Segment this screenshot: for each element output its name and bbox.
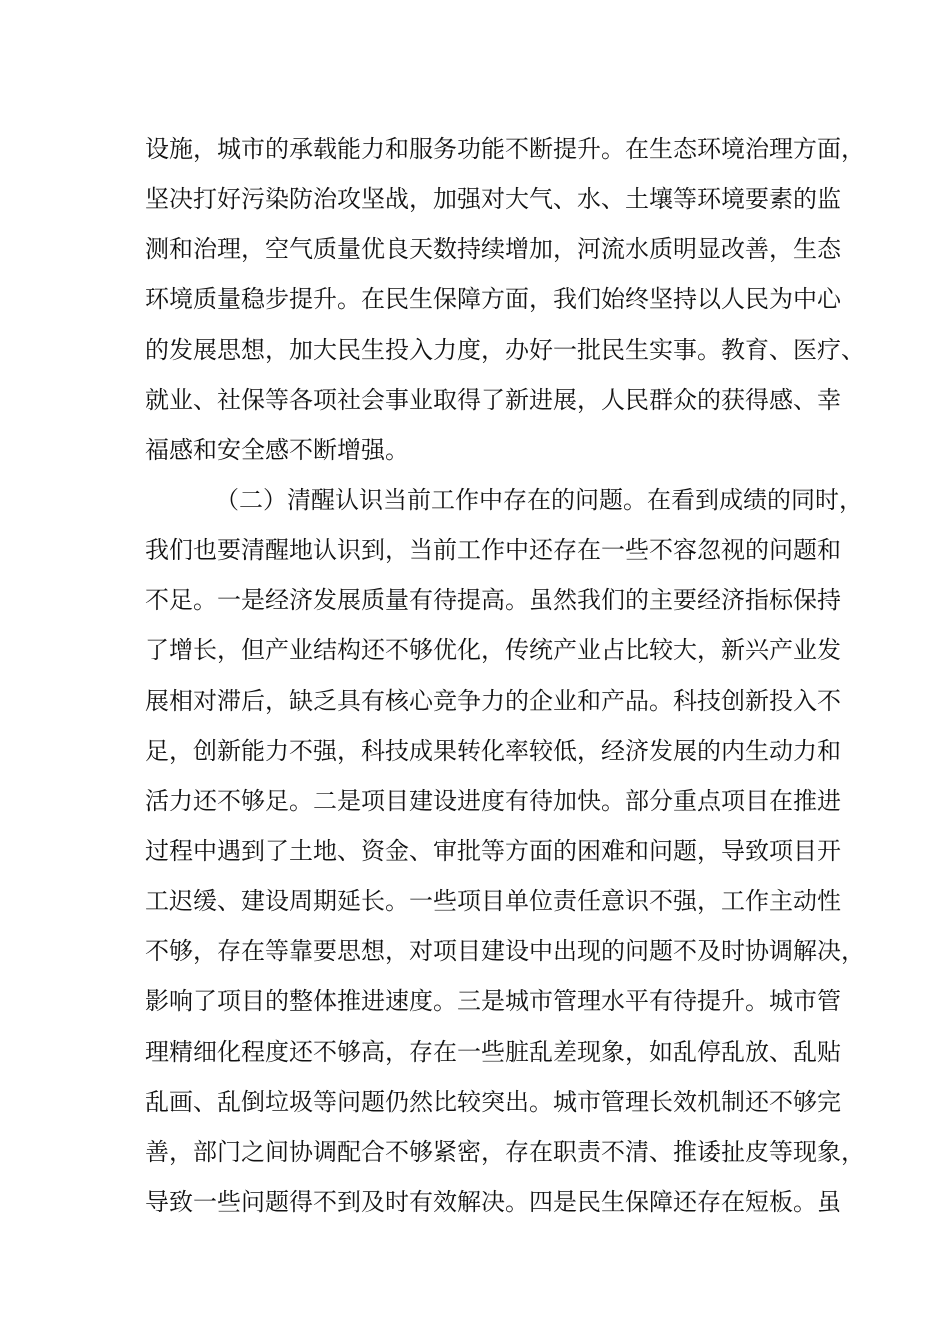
text-line: 的发展思想，加大民生投入力度，办好一批民生实事。教育、医疗、 (145, 336, 865, 364)
text-line: 就业、社保等各项社会事业取得了新进展，人民群众的获得感、幸 (145, 386, 841, 414)
text-line: 我们也要清醒地认识到，当前工作中还存在一些不容忽视的问题和 (145, 536, 841, 564)
text-line: 不足。一是经济发展质量有待提高。虽然我们的主要经济指标保持 (145, 586, 841, 614)
text-line: 善，部门之间协调配合不够紧密，存在职责不清、推诿扯皮等现象， (145, 1138, 865, 1166)
text-line: 了增长，但产业结构还不够优化，传统产业占比较大，新兴产业发 (145, 636, 841, 664)
text-line: 导致一些问题得不到及时有效解决。四是民生保障还存在短板。虽 (145, 1188, 841, 1216)
text-line: 设施，城市的承载能力和服务功能不断提升。在生态环境治理方面， (145, 135, 865, 163)
text-line: 坚决打好污染防治攻坚战，加强对大气、水、土壤等环境要素的监 (145, 185, 841, 213)
text-line: 测和治理，空气质量优良天数持续增加，河流水质明显改善，生态 (145, 235, 841, 263)
text-line: 环境质量稳步提升。在民生保障方面，我们始终坚持以人民为中心 (145, 285, 841, 313)
text-line: 足，创新能力不强，科技成果转化率较低，经济发展的内生动力和 (145, 737, 841, 765)
text-line: 过程中遇到了土地、资金、审批等方面的困难和问题，导致项目开 (145, 837, 841, 865)
text-line: 不够，存在等靠要思想，对项目建设中出现的问题不及时协调解决， (145, 937, 865, 965)
text-line: 理精细化程度还不够高，存在一些脏乱差现象，如乱停乱放、乱贴 (145, 1038, 841, 1066)
text-line: 乱画、乱倒垃圾等问题仍然比较突出。城市管理长效机制还不够完 (145, 1088, 841, 1116)
text-line: 活力还不够足。二是项目建设进度有待加快。部分重点项目在推进 (145, 787, 841, 815)
text-line: 福感和安全感不断增强。 (145, 436, 409, 464)
section-heading-line: （二）清醒认识当前工作中存在的问题。在看到成绩的同时， (215, 486, 863, 514)
text-line: 影响了项目的整体推进速度。三是城市管理水平有待提升。城市管 (145, 987, 841, 1015)
text-line: 展相对滞后，缺乏具有核心竞争力的企业和产品。科技创新投入不 (145, 687, 841, 715)
text-line: 工迟缓、建设周期延长。一些项目单位责任意识不强，工作主动性 (145, 887, 841, 915)
